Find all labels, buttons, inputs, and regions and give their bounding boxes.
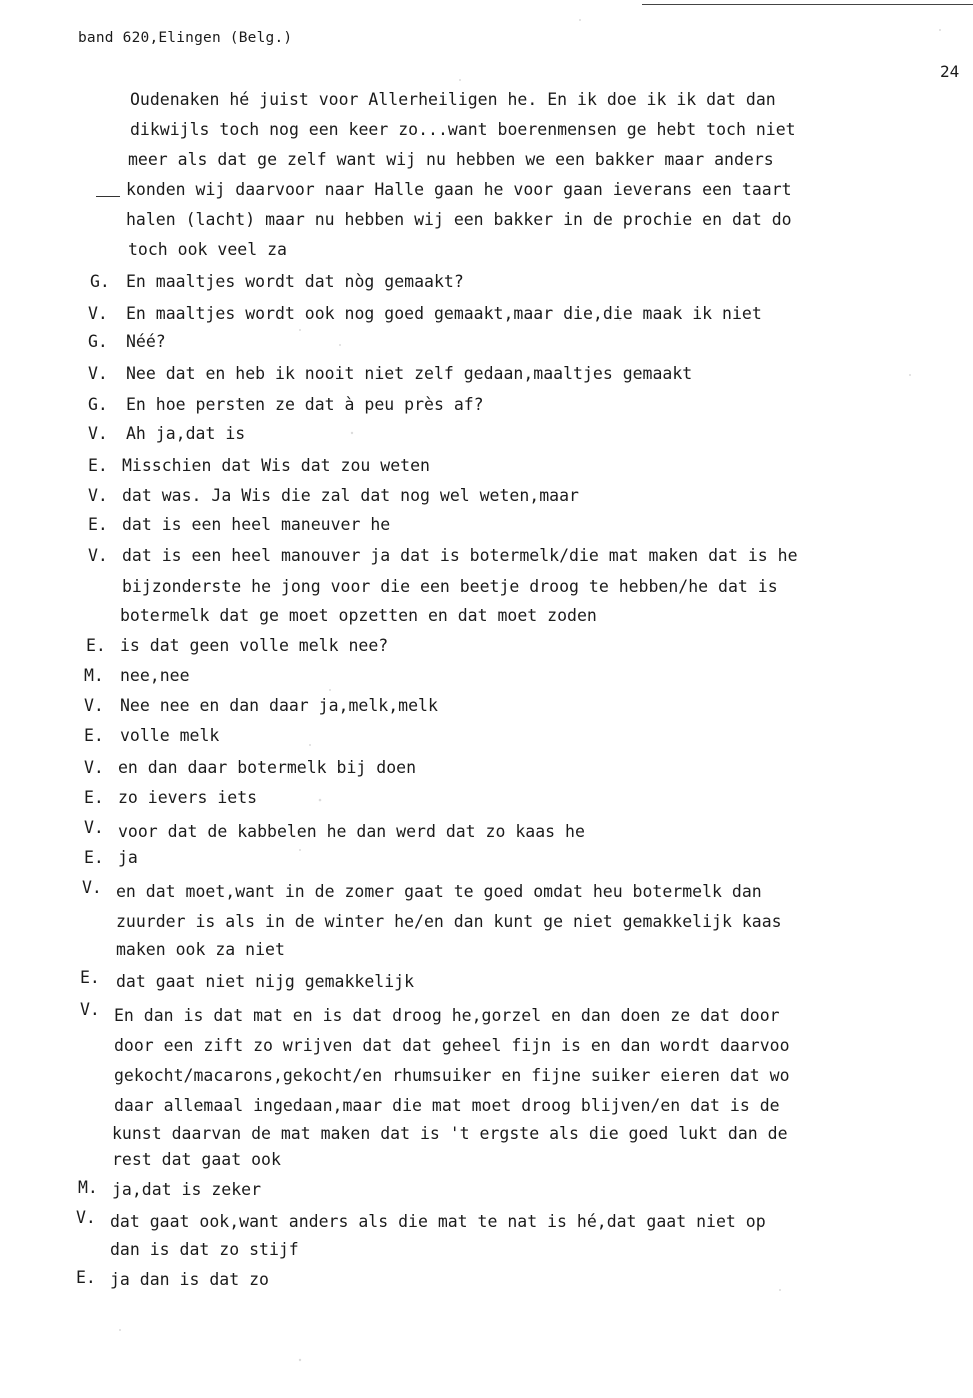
speaker-label: G.	[88, 332, 108, 351]
speaker-label: V.	[88, 546, 108, 565]
speaker-label: G.	[88, 395, 108, 414]
transcript-line: dikwijls toch nog een keer zo...want boerenmensen ge hebt toch niet	[130, 120, 796, 139]
speaker-label: E.	[88, 515, 108, 534]
transcript-line: dat is een heel manouver ja dat is botermelk/die mat maken dat is he	[122, 546, 798, 565]
transcript-line: botermelk dat ge moet opzetten en dat moet zoden	[120, 606, 597, 625]
speaker-label: V.	[88, 304, 108, 323]
speaker-label: V.	[88, 424, 108, 443]
transcript-line: halen (lacht) maar nu hebben wij een bakker in de prochie en dat do	[126, 210, 792, 229]
transcript-line: voor dat de kabbelen he dan werd dat zo kaas he	[118, 822, 585, 841]
speaker-label: E.	[84, 726, 104, 745]
transcript-line: volle melk	[120, 726, 220, 745]
margin-dash	[96, 196, 120, 197]
transcript-line: gekocht/macarons,gekocht/en rhumsuiker en fijne suiker eieren dat wo	[114, 1066, 790, 1085]
speaker-label: V.	[88, 486, 108, 505]
transcript-line: zuurder is als in de winter he/en dan kunt ge niet gemakkelijk kaas	[116, 912, 782, 931]
speaker-label: M.	[78, 1178, 98, 1197]
transcript-line: rest dat gaat ook	[112, 1150, 281, 1169]
transcript-line: ja,dat is zeker	[112, 1180, 262, 1199]
transcript-line: En maaltjes wordt dat nòg gemaakt?	[126, 272, 464, 291]
transcript-line: dat gaat ook,want anders als die mat te nat is hé,dat gaat niet op	[110, 1212, 766, 1231]
page-header: band 620,Elingen (Belg.)	[78, 30, 293, 46]
transcript-line: ja	[118, 848, 138, 867]
transcript-line: Nee dat en heb ik nooit niet zelf gedaan,maaltjes gemaakt	[126, 364, 693, 383]
top-rule	[642, 4, 973, 5]
speaker-label: V.	[76, 1208, 96, 1227]
transcript-line: meer als dat ge zelf want wij nu hebben we een bakker maar anders	[128, 150, 774, 169]
transcript-line: is dat geen volle melk nee?	[120, 636, 389, 655]
speaker-label: E.	[80, 968, 100, 987]
transcript-line: dat was. Ja Wis die zal dat nog wel weten,maar	[122, 486, 579, 505]
transcript-line: en dan daar botermelk bij doen	[118, 758, 417, 777]
speaker-label: M.	[84, 666, 104, 685]
speaker-label: E.	[84, 788, 104, 807]
transcript-line: Nee nee en dan daar ja,melk,melk	[120, 696, 438, 715]
speaker-label: V.	[84, 696, 104, 715]
speaker-label: V.	[88, 364, 108, 383]
speaker-label: G.	[90, 272, 110, 291]
transcript-line: nee,nee	[120, 666, 190, 685]
speaker-label: V.	[84, 758, 104, 777]
speaker-label: V.	[82, 878, 102, 897]
transcript-line: dan is dat zo stijf	[110, 1240, 299, 1259]
transcript-line: En dan is dat mat en is dat droog he,gorzel en dan doen ze dat door	[114, 1006, 780, 1025]
speaker-label: E.	[84, 848, 104, 867]
transcript-line: bijzonderste he jong voor die een beetje droog te hebben/he dat is	[122, 577, 778, 596]
transcript-line: daar allemaal ingedaan,maar die mat moet droog blijven/en dat is de	[114, 1096, 780, 1115]
transcript-line: Misschien dat Wis dat zou weten	[122, 456, 430, 475]
transcript-line: dat gaat niet nijg gemakkelijk	[116, 972, 415, 991]
speaker-label: E.	[76, 1268, 96, 1287]
transcript-line: Ah ja,dat is	[126, 424, 246, 443]
transcript-line: En maaltjes wordt ook nog goed gemaakt,maar die,die maak ik niet	[126, 304, 762, 323]
transcript-line: maken ook za niet	[116, 940, 285, 959]
transcript-line: toch ook veel za	[128, 240, 287, 259]
page-number: 24	[940, 62, 960, 81]
transcript-line: Néé?	[126, 332, 166, 351]
transcript-line: dat is een heel maneuver he	[122, 515, 391, 534]
transcript-line: zo ievers iets	[118, 788, 258, 807]
transcript-line: En hoe persten ze dat à peu près af?	[126, 395, 484, 414]
speaker-label: E.	[88, 456, 108, 475]
transcript-line: ja dan is dat zo	[110, 1270, 269, 1289]
speaker-label: E.	[86, 636, 106, 655]
transcript-line: en dat moet,want in de zomer gaat te goed omdat heu botermelk dan	[116, 882, 762, 901]
speaker-label: V.	[80, 1000, 100, 1019]
transcript-line: Oudenaken hé juist voor Allerheiligen he. En ik doe ik ik dat dan	[130, 90, 776, 109]
speaker-label: V.	[84, 818, 104, 837]
transcript-line: konden wij daarvoor naar Halle gaan he voor gaan ieverans een taart	[126, 180, 792, 199]
transcript-line: kunst daarvan de mat maken dat is 't ergste als die goed lukt dan de	[112, 1124, 788, 1143]
transcript-line: door een zift zo wrijven dat dat geheel fijn is en dan wordt daarvoo	[114, 1036, 790, 1055]
